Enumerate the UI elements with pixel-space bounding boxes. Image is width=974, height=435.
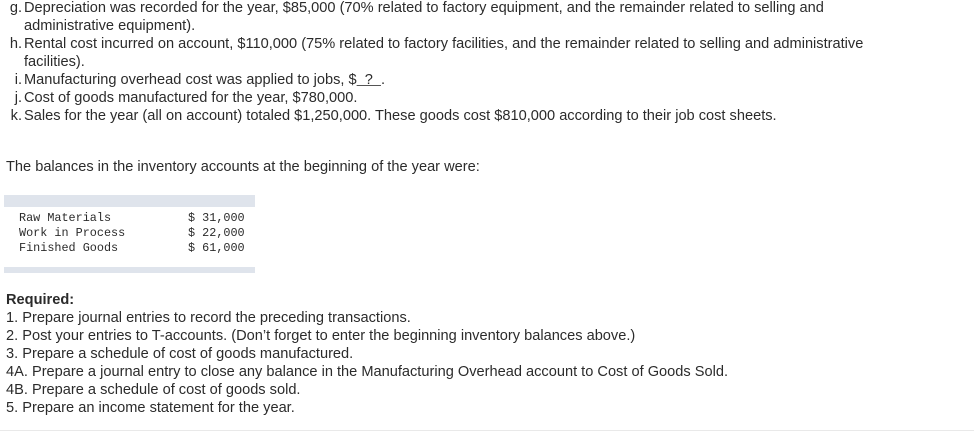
table-footer-bar (4, 267, 255, 273)
table-header-bar (4, 195, 255, 207)
account-name: Finished Goods (19, 241, 119, 255)
inventory-rows (4, 207, 255, 256)
account-name: Raw Materials (19, 211, 112, 225)
transaction-j (6, 89, 966, 107)
transaction-letter: h. (9, 36, 22, 52)
inventory-balances-table (4, 195, 255, 273)
transaction-list (6, 0, 966, 125)
transaction-text-line: administrative equipment). (24, 18, 196, 34)
transaction-letter: i. (14, 72, 22, 88)
transaction-text: . (380, 72, 386, 88)
transaction-text-line (24, 71, 966, 89)
required-heading: Required: (6, 292, 75, 308)
required-item: 4B. Prepare a schedule of cost of goods sold. (6, 382, 301, 398)
transaction-text: Manufacturing overhead cost was applied to jobs, $ (24, 72, 357, 88)
transaction-k (6, 107, 966, 125)
transaction-letter: j. (14, 90, 22, 106)
required-item: 3. Prepare a schedule of cost of goods manufactured. (6, 346, 354, 362)
transaction-text-line: facilities). (24, 54, 85, 70)
transaction-text-line: Cost of goods manufactured for the year, $780,000. (24, 90, 358, 106)
transaction-g (6, 0, 966, 35)
answer-blank: ? (356, 72, 381, 88)
account-name: Work in Process (19, 226, 126, 240)
table-row (4, 241, 255, 256)
table-row (4, 211, 255, 226)
transaction-letter: k. (10, 108, 22, 124)
divider (0, 430, 974, 431)
account-amount: $ 22,000 (188, 226, 245, 240)
required-item: 1. Prepare journal entries to record the preceding transactions. (6, 310, 411, 326)
account-amount: $ 61,000 (188, 241, 245, 255)
required-item: 4A. Prepare a journal entry to close any balance in the Manufacturing Overhead account to Cost of Goods Sold. (6, 364, 729, 380)
transaction-i (6, 71, 966, 89)
required-item: 5. Prepare an income statement for the year. (6, 400, 295, 416)
table-row (4, 226, 255, 241)
transaction-letter: g. (9, 0, 22, 16)
inventory-intro-text: The balances in the inventory accounts at the beginning of the year were: (6, 159, 480, 175)
required-section (6, 291, 728, 417)
transaction-text-line: Rental cost incurred on account, $110,000 (75% related to factory facilities, and the remainder related to selling and administrative (24, 36, 864, 52)
transaction-text-line: Sales for the year (all on account) totaled $1,250,000. These goods cost $810,000 according to their job cost sheets. (24, 108, 777, 124)
required-item: 2. Post your entries to T-accounts. (Don’t forget to enter the beginning inventory balances above.) (6, 328, 636, 344)
account-amount: $ 31,000 (188, 211, 245, 225)
transaction-text-line: Depreciation was recorded for the year, $85,000 (70% related to factory equipment, and the remainder related to selling and (24, 0, 824, 16)
transaction-h (6, 35, 966, 71)
